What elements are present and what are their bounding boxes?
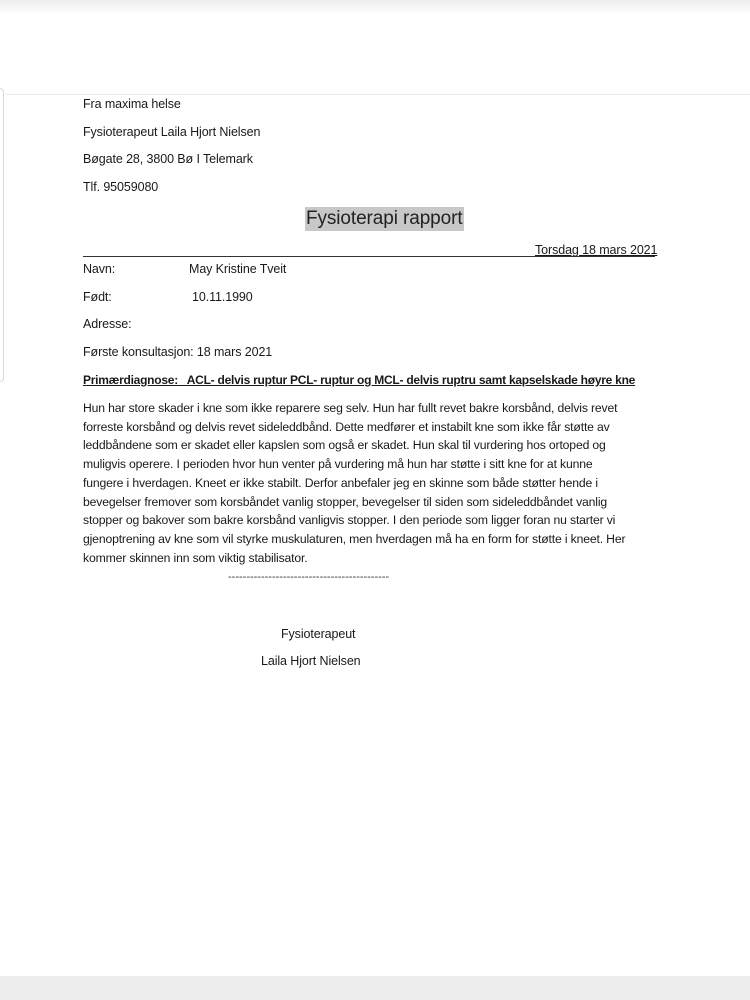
- signature-title: Fysioterapeut: [281, 627, 356, 641]
- first-consultation-value: 18 mars 2021: [196, 345, 273, 359]
- header-from: Fra maxima helse: [83, 97, 181, 111]
- diagnosis-label: Primærdiagnose:: [83, 373, 178, 387]
- primary-diagnosis: [83, 373, 635, 387]
- body-line: kommer skinnen inn som viktig stabilisator.: [83, 550, 308, 565]
- header-address: Bøgate 28, 3800 Bø I Telemark: [83, 152, 253, 166]
- body-line: fungere i hverdagen. Kneet er ikke stabilt. Derfor anbefaler jeg en skinne som både støtter hende i: [83, 475, 598, 490]
- header-phone: Tlf. 95059080: [83, 180, 159, 194]
- body-line: stopper og bakover som bakre korsbånd vanligvis stopper. I den periode som ligger foran nu starter vi: [83, 513, 616, 528]
- patient-address-label: Adresse:: [83, 317, 132, 331]
- patient-name-label: Navn:: [83, 262, 116, 276]
- body-line: muligvis operere. I perioden hvor hun venter på vurdering må hun har støtte i sitt kne for at kunne: [83, 457, 593, 472]
- document-date: Torsdag 18 mars 2021: [535, 243, 658, 257]
- patient-born-value: 10.11.1990: [192, 290, 253, 304]
- first-consultation: [83, 345, 272, 359]
- body-line: Hun har store skader i kne som ikke reparere seg selv. Hun har fullt revet bakre korsbånd, delvis revet: [83, 401, 618, 415]
- signature-line: --------------------------------------------: [228, 571, 390, 583]
- header-therapist: Fysioterapeut Laila Hjort Nielsen: [83, 125, 261, 139]
- viewer-bottom-bar: [0, 976, 750, 1000]
- body-line: bevegelser fremover som korsbåndet vanlig stopper, bevegelser til siden som sideleddbåndet vanlig: [83, 494, 608, 509]
- patient-born-label: Født:: [83, 290, 112, 304]
- body-line: gjenoptrening av kne som vil styrke muskulaturen, men hverdagen må ha en form for støtte i kneet. Her: [83, 531, 626, 546]
- document-title: Fysioterapi rapport: [306, 208, 463, 229]
- body-line: forreste korsbånd og delvis revet sideleddbånd. Dette medfører et instabilt kne som ikke får støtte av: [83, 419, 610, 434]
- report-body: [83, 399, 663, 567]
- diagnosis-text: ACL- delvis ruptur PCL- ruptur og MCL- delvis ruptru samt kapselskade høyre kne: [186, 373, 636, 387]
- body-line: leddbåndene som er skadet eller kapslen som også er skadet. Hun skal til vurdering hos ortoped og: [83, 438, 606, 453]
- patient-name-value: May Kristine Tveit: [189, 262, 287, 276]
- first-consultation-label: Første konsultasjon:: [83, 345, 194, 359]
- signature-name: Laila Hjort Nielsen: [261, 654, 361, 668]
